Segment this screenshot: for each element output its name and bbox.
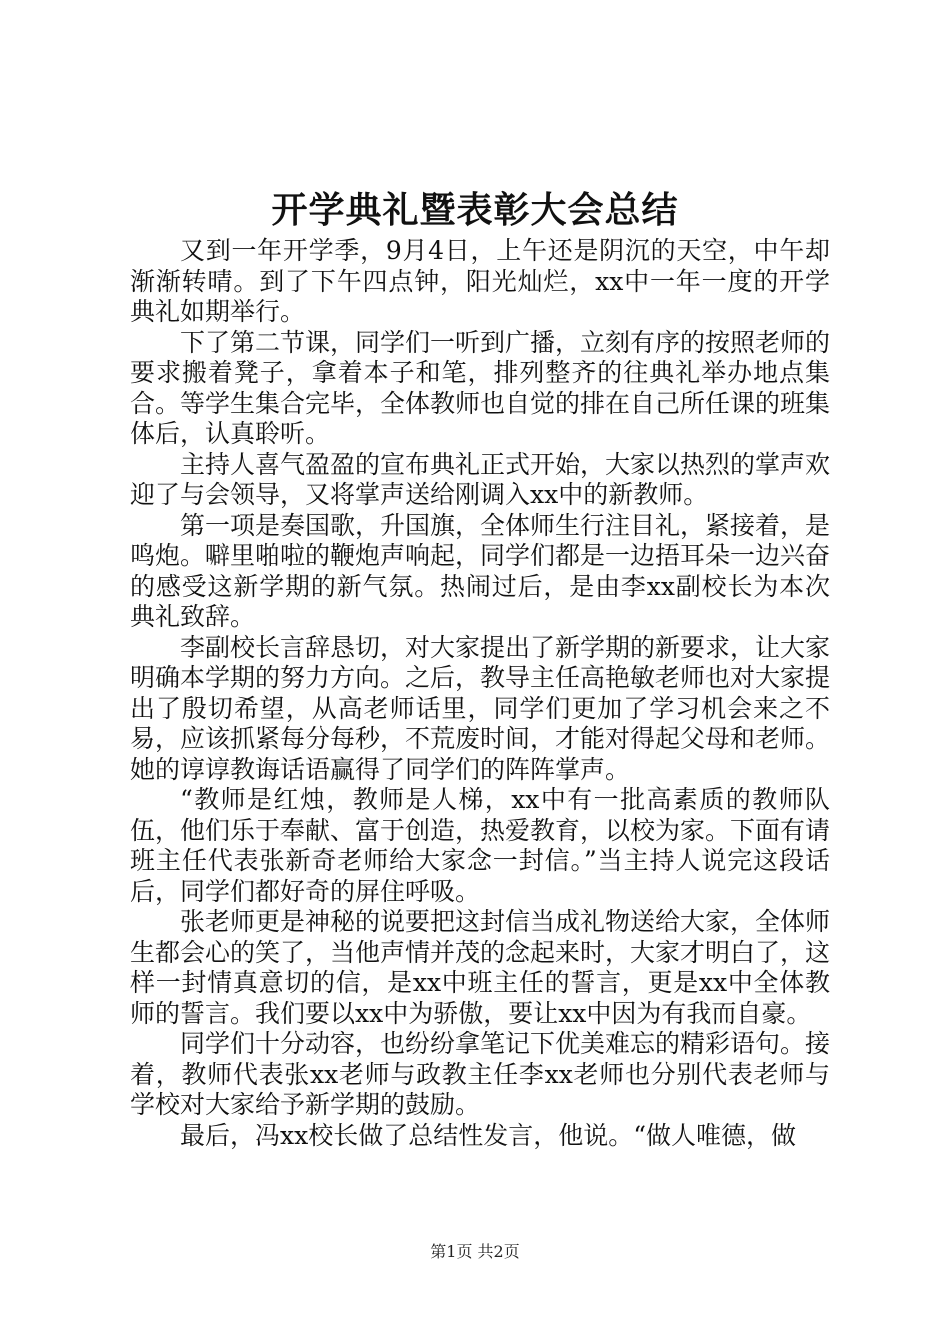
paragraph-4: 第一项是奏国歌，升国旗，全体师生行注目礼，紧接着，是鸣炮。噼里啪啦的鞭炮声响起，同学们都是一边捂耳朵一边兴奋的感受这新学期的新气氛。热闹过后，是由李xx副校长为本次典礼致辞。	[130, 510, 831, 631]
paragraph-1: 又到一年开学季，9月4日，上午还是阴沉的天空，中午却渐渐转晴。到了下午四点钟，阳光灿烂，xx中一年一度的开学典礼如期举行。	[130, 236, 830, 326]
paragraph-2: 下了第二节课，同学们一听到广播，立刻有序的按照老师的要求搬着凳子，拿着本子和笔，排列整齐的往典礼举办地点集合。等学生集合完毕，全体教师也自觉的排在自己所任课的班集体后，认真聆听。	[130, 327, 831, 448]
paragraph-7: 张老师更是神秘的说要把这封信当成礼物送给大家，全体师生都会心的笑了，当他声情并茂的念起来时，大家才明白了，这样一封情真意切的信，是xx中班主任的誓言，更是xx中全体教师的誓言。我们要以xx中为骄傲，要让xx中因为有我而自豪。	[130, 907, 831, 1028]
document-body	[130, 236, 830, 1151]
document-title: 开学典礼暨表彰大会总结	[271, 189, 679, 231]
page-footer: 第1页 共2页	[430, 1242, 520, 1261]
paragraph-3: 主持人喜气盈盈的宣布典礼正式开始，大家以热烈的掌声欢迎了与会领导，又将掌声送给刚调入xx中的新教师。	[130, 449, 831, 509]
paragraph-9: 最后，冯xx校长做了总结性发言，他说。“做人唯德，做	[180, 1120, 796, 1150]
paragraph-8: 同学们十分动容，也纷纷拿笔记下优美难忘的精彩语句。接着，教师代表张xx老师与政教主任李xx老师也分别代表老师与学校对大家给予新学期的鼓励。	[130, 1029, 831, 1119]
paragraph-6: “教师是红烛，教师是人梯，xx中有一批高素质的教师队伍，他们乐于奉献、富于创造，热爱教育，以校为家。下面有请班主任代表张新奇老师给大家念一封信。”当主持人说完这段话后，同学们都好奇的屏住呼吸。	[130, 785, 831, 906]
paragraph-5: 李副校长言辞恳切，对大家提出了新学期的新要求，让大家明确本学期的努力方向。之后，教导主任高艳敏老师也对大家提出了殷切希望，从高老师话里，同学们更加了学习机会来之不易，应该抓紧每分每秒，不荒废时间，才能对得起父母和老师。她的谆谆教诲话语赢得了同学们的阵阵掌声。	[130, 632, 831, 784]
